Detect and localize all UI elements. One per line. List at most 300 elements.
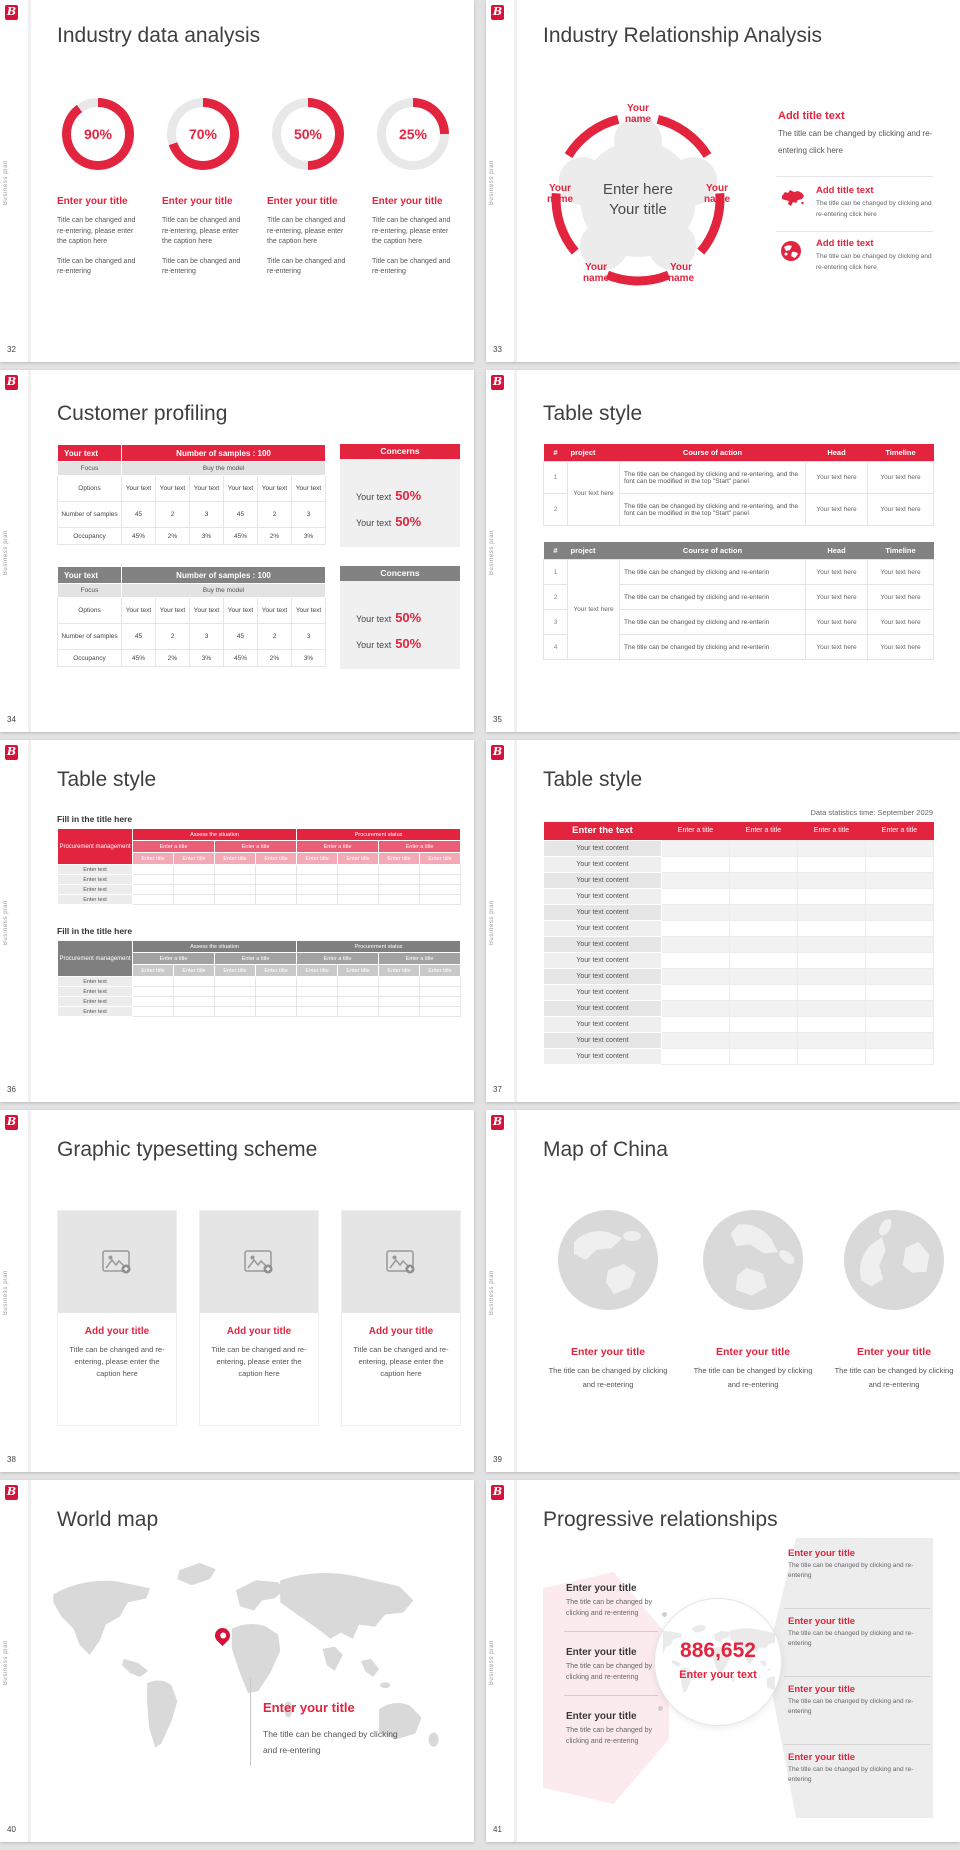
- cell: 2%: [156, 650, 190, 667]
- empty-cell: [215, 885, 256, 895]
- cell: Number of samples: [58, 624, 122, 650]
- step-body: The title can be changed by clicking and re-entering: [788, 1630, 914, 1648]
- page-number: 41: [493, 1825, 502, 1834]
- row-title: Add title text: [816, 238, 874, 249]
- empty-cell: [662, 1048, 730, 1064]
- empty-cell: [297, 895, 338, 905]
- cell: 3: [190, 624, 224, 650]
- card-body: Title can be changed and re-entering, please enter the caption here: [353, 1345, 449, 1378]
- cell: 45: [224, 502, 258, 528]
- sidebar-divider: [514, 1110, 517, 1472]
- divider: [564, 1631, 658, 1632]
- table-row: [544, 542, 934, 560]
- table-row: [58, 476, 326, 502]
- empty-cell: [730, 856, 798, 872]
- empty-cell: [730, 872, 798, 888]
- empty-cell: [662, 920, 730, 936]
- col-header: Enter title: [420, 965, 461, 977]
- cell: 2: [156, 502, 190, 528]
- table-row: [544, 1032, 934, 1048]
- table-row: [544, 444, 934, 462]
- empty-cell: [133, 987, 174, 997]
- col-header: Enter title: [174, 853, 215, 865]
- cell: Your text: [292, 476, 326, 502]
- callout-body: The title can be changed by clicking and re-entering: [263, 1729, 398, 1756]
- empty-cell: [866, 1000, 934, 1016]
- table-row: [58, 584, 326, 598]
- china-map-icon: [778, 188, 806, 208]
- row-title: Add title text: [816, 185, 874, 196]
- empty-cell: [662, 856, 730, 872]
- globe-body: The title can be changed by clicking and re-entering: [693, 1366, 813, 1389]
- brand-logo: B: [6, 1115, 17, 1128]
- cell: Your text: [156, 598, 190, 624]
- table-row: [544, 936, 934, 952]
- table-row: [544, 984, 934, 1000]
- cell: The title can be changed by clicking and re-entering, and the font can be modified in the top "Start" panel: [620, 462, 806, 494]
- divider: [776, 231, 933, 232]
- concerns-header: Concerns: [340, 444, 460, 459]
- page-title: World map: [57, 1508, 159, 1531]
- table-row: [58, 567, 326, 584]
- card-body: Title can be changed and re-entering, please enter the caption here: [211, 1345, 307, 1378]
- page-number: 36: [7, 1085, 16, 1094]
- empty-cell: [379, 865, 420, 875]
- cell: Occupancy: [58, 650, 122, 667]
- concern-row: [356, 487, 460, 505]
- cell: 45: [224, 624, 258, 650]
- empty-cell: [133, 1007, 174, 1017]
- divider: [784, 1744, 930, 1745]
- table-row: [58, 941, 461, 953]
- row-label: Your text content: [544, 872, 662, 888]
- cell: Your text: [190, 476, 224, 502]
- table-row: [58, 977, 461, 987]
- col-header: Enter title: [174, 965, 215, 977]
- empty-cell: [256, 977, 297, 987]
- slide-32-thumbnail[interactable]: [0, 0, 474, 362]
- empty-cell: [866, 904, 934, 920]
- header-cell: Enter a title: [866, 822, 934, 840]
- col-header: Enter title: [256, 965, 297, 977]
- image-card: [199, 1210, 319, 1426]
- cell: 45%: [122, 650, 156, 667]
- page-title: Customer profiling: [57, 402, 228, 425]
- page-number: 35: [493, 715, 502, 724]
- cell: Occupancy: [58, 528, 122, 545]
- sub-header: Enter a title: [297, 841, 379, 853]
- cell: 3: [544, 610, 568, 635]
- stat-caption: Title can be changed and re-entering, please enter the caption here: [162, 217, 241, 245]
- step-body: The title can be changed by clicking and re-entering: [566, 1727, 653, 1746]
- table-row: [58, 987, 461, 997]
- col-header: Enter title: [297, 965, 338, 977]
- data-note: Data statistics time: September 2029: [810, 808, 933, 817]
- sidebar-divider: [514, 0, 517, 362]
- procurement-table-red: [57, 828, 461, 905]
- cell: Your text here: [868, 560, 934, 585]
- header-cell: Head: [806, 444, 868, 462]
- table-row: [544, 822, 934, 840]
- node-label: Your name: [624, 103, 652, 125]
- page-title: Table style: [543, 768, 643, 791]
- sub-header: Enter a title: [379, 841, 461, 853]
- empty-cell: [215, 997, 256, 1007]
- col-header: Enter title: [420, 853, 461, 865]
- empty-cell: [379, 997, 420, 1007]
- side-label: Business plan: [489, 160, 495, 206]
- node-label: Your name: [546, 183, 574, 205]
- cell: Your text here: [868, 610, 934, 635]
- slide-35-thumbnail[interactable]: [486, 370, 960, 732]
- empty-cell: [798, 920, 866, 936]
- brand-logo: B: [492, 375, 503, 388]
- donut-hole: [386, 107, 440, 161]
- col-header: Enter title: [256, 853, 297, 865]
- cell: Your text: [258, 598, 292, 624]
- side-label: Business plan: [3, 160, 9, 206]
- sub-header: Enter a title: [215, 953, 297, 965]
- empty-cell: [338, 997, 379, 1007]
- concerns-header: Concerns: [340, 566, 460, 581]
- empty-cell: [798, 936, 866, 952]
- cell: 3: [292, 502, 326, 528]
- empty-cell: [662, 952, 730, 968]
- empty-cell: [798, 1000, 866, 1016]
- slide-36-thumbnail[interactable]: [0, 740, 474, 1102]
- header-cell: Enter the text: [544, 822, 662, 840]
- sidebar-divider: [28, 1110, 31, 1472]
- action-table-gray: [543, 542, 934, 660]
- header-cell: project: [568, 542, 620, 560]
- empty-cell: [730, 968, 798, 984]
- side-label: Business plan: [3, 1270, 9, 1316]
- card-title: Add your title: [368, 1326, 434, 1337]
- row-label: Enter text: [58, 977, 133, 987]
- concern-text: Your text: [356, 492, 392, 502]
- slide-38-thumbnail[interactable]: [0, 1110, 474, 1472]
- section-title: Fill in the title here: [57, 814, 133, 824]
- cell: The title can be changed by clicking and re-enterin: [620, 635, 806, 660]
- concern-text: Your text: [356, 518, 392, 528]
- image-card: [341, 1210, 461, 1426]
- empty-cell: [297, 987, 338, 997]
- cell: 45: [122, 624, 156, 650]
- concerns-box-red: [340, 444, 460, 547]
- row-label: Enter text: [58, 895, 133, 905]
- card-body: Title can be changed and re-entering, please enter the caption here: [69, 1345, 165, 1378]
- cell: Your text: [224, 598, 258, 624]
- empty-cell: [215, 1007, 256, 1017]
- stat-caption: Title can be changed and re-entering, please enter the caption here: [267, 217, 346, 245]
- globe-graphic: [842, 1208, 946, 1312]
- row-label: Enter text: [58, 885, 133, 895]
- stat-item: [162, 98, 251, 278]
- page-number: 39: [493, 1455, 502, 1464]
- empty-cell: [730, 904, 798, 920]
- concern-percent: 50%: [395, 636, 422, 651]
- empty-cell: [174, 895, 215, 905]
- empty-cell: [662, 936, 730, 952]
- empty-cell: [866, 1016, 934, 1032]
- table-row: [58, 895, 461, 905]
- brand-logo: B: [6, 1485, 17, 1498]
- col-header: Enter title: [215, 853, 256, 865]
- node-label: Your name: [667, 262, 695, 284]
- empty-cell: [215, 987, 256, 997]
- cell: 2: [258, 624, 292, 650]
- table-row: [58, 650, 326, 667]
- table-row: [544, 888, 934, 904]
- big-number: 886,652: [680, 1639, 756, 1662]
- row-label: Your text content: [544, 920, 662, 936]
- stat-title: Enter your title: [57, 196, 128, 207]
- corner-cell: Procurement management: [58, 829, 133, 865]
- slide-33-thumbnail[interactable]: [486, 0, 960, 362]
- brand-logo: B: [6, 5, 17, 18]
- cell: 45%: [122, 528, 156, 545]
- brand-logo: B: [6, 745, 17, 758]
- cell: Number of samples: [58, 502, 122, 528]
- empty-cell: [297, 1007, 338, 1017]
- header-cell: #: [544, 444, 568, 462]
- cell: 3%: [292, 650, 326, 667]
- page-number: 37: [493, 1085, 502, 1094]
- step-title: Enter your title: [788, 1684, 856, 1695]
- col-header: Enter title: [133, 965, 174, 977]
- table-row: [544, 1000, 934, 1016]
- header-cell: Enter a title: [662, 822, 730, 840]
- cell: Your text here: [868, 585, 934, 610]
- col-header: Enter title: [379, 965, 420, 977]
- cell: The title can be changed by clicking and re-enterin: [620, 610, 806, 635]
- page-title: Table style: [543, 402, 643, 425]
- empty-cell: [215, 895, 256, 905]
- empty-cell: [256, 1007, 297, 1017]
- col-header: Enter title: [215, 965, 256, 977]
- empty-cell: [174, 875, 215, 885]
- samples-table-gray: [57, 566, 326, 667]
- empty-cell: [730, 952, 798, 968]
- cell: 45: [122, 502, 156, 528]
- sub-header: Enter a title: [133, 953, 215, 965]
- table-row: [58, 528, 326, 545]
- empty-cell: [338, 977, 379, 987]
- donut-chart: [62, 98, 134, 170]
- header-cell: Number of samples : 100: [122, 567, 326, 584]
- step-body: The title can be changed by clicking and re-entering: [566, 1599, 653, 1618]
- cell: Your text here: [806, 494, 868, 526]
- stat-caption: Title can be changed and re-entering: [372, 257, 451, 275]
- row-label: Your text content: [544, 904, 662, 920]
- step-body: The title can be changed by clicking and re-entering: [788, 1562, 914, 1580]
- procurement-table-gray: [57, 940, 461, 1017]
- empty-cell: [866, 888, 934, 904]
- cell: Your text: [122, 598, 156, 624]
- empty-cell: [662, 984, 730, 1000]
- cell: 2: [544, 585, 568, 610]
- table-row: [58, 1007, 461, 1017]
- stat-title: Enter your title: [267, 196, 338, 207]
- empty-cell: [866, 872, 934, 888]
- center-line2: Your title: [609, 200, 667, 218]
- empty-cell: [379, 977, 420, 987]
- empty-cell: [730, 1000, 798, 1016]
- brand-logo: B: [492, 745, 503, 758]
- concern-text: Your text: [356, 640, 392, 650]
- empty-cell: [133, 895, 174, 905]
- page-number: 34: [7, 715, 16, 724]
- empty-cell: [798, 984, 866, 1000]
- globe-title: Enter your title: [715, 1346, 791, 1358]
- diagram-center-text: [583, 180, 693, 219]
- empty-cell: [730, 840, 798, 856]
- globe-icon: [780, 240, 802, 262]
- concerns-box-gray: [340, 566, 460, 669]
- cell: Focus: [58, 462, 122, 476]
- row-label: Enter text: [58, 997, 133, 1007]
- center-line1: Enter here: [602, 181, 674, 198]
- row-label: Enter text: [58, 875, 133, 885]
- empty-cell: [798, 888, 866, 904]
- slide-40-thumbnail[interactable]: [0, 1480, 474, 1842]
- table-row: [544, 872, 934, 888]
- table-row: [58, 462, 326, 476]
- empty-cell: [662, 1032, 730, 1048]
- empty-cell: [338, 1007, 379, 1017]
- empty-cell: [297, 885, 338, 895]
- empty-cell: [256, 885, 297, 895]
- empty-cell: [730, 1048, 798, 1064]
- empty-cell: [256, 997, 297, 1007]
- sub-header: Enter a title: [133, 841, 215, 853]
- concern-percent: 50%: [395, 488, 422, 503]
- card-title: Add your title: [84, 1326, 150, 1337]
- side-label: Business plan: [489, 1270, 495, 1316]
- cell: Focus: [58, 584, 122, 598]
- page-title: Industry data analysis: [57, 24, 261, 47]
- row-label: Enter text: [58, 1007, 133, 1017]
- page-number: 38: [7, 1455, 16, 1464]
- panel-body: The title can be changed by clicking and re-entering click here: [778, 129, 933, 155]
- row-label: Your text content: [544, 1000, 662, 1016]
- empty-cell: [379, 875, 420, 885]
- empty-cell: [174, 885, 215, 895]
- empty-cell: [866, 840, 934, 856]
- table-row: [544, 952, 934, 968]
- row-label: Your text content: [544, 1032, 662, 1048]
- stat-item: [57, 98, 146, 278]
- group-header: Procurement status: [297, 829, 461, 841]
- card-title: Add your title: [226, 1326, 292, 1337]
- empty-cell: [379, 885, 420, 895]
- empty-cell: [798, 968, 866, 984]
- table-row: [544, 856, 934, 872]
- stat-item: [372, 98, 461, 278]
- slide-39-thumbnail[interactable]: [486, 1110, 960, 1472]
- page-title: Graphic typesetting scheme: [57, 1138, 318, 1161]
- sidebar-divider: [28, 0, 31, 362]
- table-row: [544, 920, 934, 936]
- cell: 2%: [258, 528, 292, 545]
- slide-37-thumbnail[interactable]: [486, 740, 960, 1102]
- empty-cell: [297, 865, 338, 875]
- empty-cell: [662, 968, 730, 984]
- donut-chart: [272, 98, 344, 170]
- side-label: Business plan: [489, 900, 495, 946]
- step-title: Enter your title: [566, 1583, 637, 1594]
- cell: Options: [58, 476, 122, 502]
- step-title: Enter your title: [566, 1711, 637, 1722]
- empty-cell: [662, 872, 730, 888]
- empty-cell: [420, 875, 461, 885]
- donut-chart: [167, 98, 239, 170]
- row-label: Your text content: [544, 840, 662, 856]
- header-cell: Course of action: [620, 542, 806, 560]
- header-cell: Enter a title: [798, 822, 866, 840]
- table-row: [544, 968, 934, 984]
- table-row: [544, 1016, 934, 1032]
- col-header: Enter title: [297, 853, 338, 865]
- row-label: Your text content: [544, 856, 662, 872]
- data-table: [543, 822, 934, 1065]
- empty-cell: [866, 952, 934, 968]
- empty-cell: [256, 987, 297, 997]
- concerns-body: [340, 459, 460, 547]
- empty-cell: [866, 920, 934, 936]
- cell: The title can be changed by clicking and re-entering, and the font can be modified in the top "Start" panel: [620, 494, 806, 526]
- empty-cell: [297, 977, 338, 987]
- highlight-circle: [654, 1598, 782, 1726]
- row-label: Your text content: [544, 888, 662, 904]
- empty-cell: [662, 840, 730, 856]
- donut-hole: [176, 107, 230, 161]
- cell: 2%: [258, 650, 292, 667]
- slide-34-thumbnail[interactable]: [0, 370, 474, 732]
- empty-cell: [379, 1007, 420, 1017]
- side-label: Business plan: [3, 530, 9, 576]
- row-label: Your text content: [544, 1016, 662, 1032]
- step-body: The title can be changed by clicking and re-entering: [566, 1663, 653, 1682]
- empty-cell: [338, 885, 379, 895]
- empty-cell: [866, 968, 934, 984]
- slide-41-thumbnail[interactable]: [486, 1480, 960, 1842]
- empty-cell: [420, 865, 461, 875]
- empty-cell: [730, 1016, 798, 1032]
- table-row: [58, 829, 461, 841]
- globe-graphic: [556, 1208, 660, 1312]
- concern-text: Your text: [356, 614, 392, 624]
- donut-value: 70%: [188, 126, 218, 142]
- stat-title: Enter your title: [162, 196, 233, 207]
- image-placeholder: [58, 1211, 176, 1313]
- cell: Your text: [224, 476, 258, 502]
- col-header: Enter title: [338, 853, 379, 865]
- cell: Your text here: [806, 635, 868, 660]
- cell: The title can be changed by clicking and re-enterin: [620, 585, 806, 610]
- concerns-body: [340, 581, 460, 669]
- cell: 2: [258, 502, 292, 528]
- globe-title: Enter your title: [570, 1346, 646, 1358]
- empty-cell: [798, 840, 866, 856]
- concern-row: [356, 635, 460, 653]
- donut-hole: [71, 107, 125, 161]
- cell: 2: [544, 494, 568, 526]
- empty-cell: [420, 977, 461, 987]
- add-image-icon: [386, 1250, 416, 1275]
- header-cell: project: [568, 444, 620, 462]
- divider: [776, 176, 933, 177]
